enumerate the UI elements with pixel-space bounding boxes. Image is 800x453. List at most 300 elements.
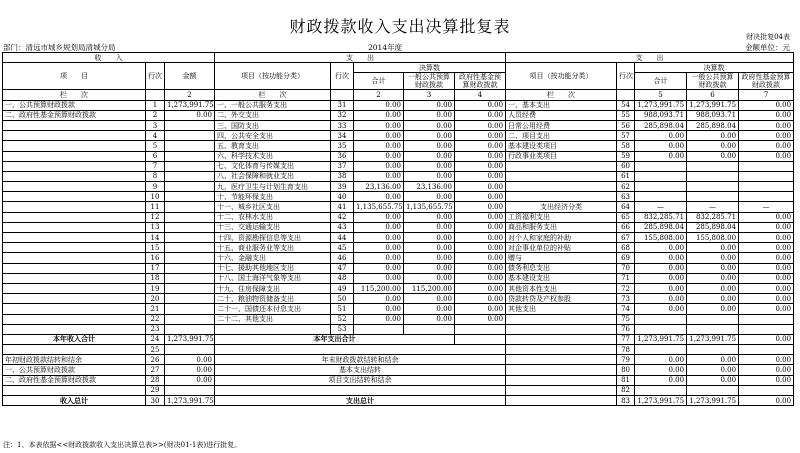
cell-i: 基本建设支出 xyxy=(506,273,617,283)
cell-l xyxy=(687,182,739,192)
cell-b: 20 xyxy=(146,294,165,304)
cell-i: 其他支出 xyxy=(506,304,617,314)
cell-f: 0.00 xyxy=(354,131,404,141)
cell-f xyxy=(354,324,404,334)
cell-e: 34 xyxy=(331,131,354,141)
cell-g: 0.00 xyxy=(404,161,455,171)
cell-g: 0.00 xyxy=(404,151,455,161)
cell-g: 0.00 xyxy=(404,304,455,314)
cell-k xyxy=(635,171,687,181)
cell-g: 0.00 xyxy=(404,263,455,273)
cell-c xyxy=(165,324,215,334)
cell-l: 155,808.00 xyxy=(687,233,739,243)
fund-header: 政府性基金预算财政拨款 xyxy=(455,73,506,90)
cell-c xyxy=(165,222,215,232)
cell-i: 基本建设类项目 xyxy=(506,141,617,151)
cell-m: 0.00 xyxy=(739,110,794,120)
seq-header-3: 行次 xyxy=(617,63,635,90)
cell-b: 4 xyxy=(146,131,165,141)
cell-i: 对个人和家庭的补助 xyxy=(506,233,617,243)
cell-k: 988,093.71 xyxy=(635,110,687,120)
cell-e: 41 xyxy=(331,202,354,212)
cell-f: 0.00 xyxy=(354,233,404,243)
cell-l xyxy=(687,192,739,202)
cell-h: 0.00 xyxy=(455,294,506,304)
cell-a xyxy=(3,324,146,334)
department-label: 部门：清远市城乡规划局清城分局 xyxy=(3,43,116,52)
cell-d: 十四、资源勘探信息等支出 xyxy=(215,233,331,243)
table-row xyxy=(3,212,794,222)
cell-l: — xyxy=(687,202,739,212)
cell-e: 52 xyxy=(331,314,354,324)
year-expense-label: 本年支出合计 xyxy=(215,334,455,344)
cell-c xyxy=(165,263,215,273)
cell-e: 43 xyxy=(331,222,354,232)
cell-e: 37 xyxy=(331,161,354,171)
cell-g: 115,200.00 xyxy=(404,283,455,293)
cell-f: 0.00 xyxy=(354,120,404,130)
cell-l: 832,285.71 xyxy=(687,212,739,222)
income-total-amount: 1,273,991.75 xyxy=(165,396,215,406)
summary-row-29: 29 82 xyxy=(3,385,794,395)
cell-a xyxy=(3,171,146,181)
table-row xyxy=(3,100,794,110)
cell-e: 51 xyxy=(331,304,354,314)
cell-g: 0.00 xyxy=(404,171,455,181)
cell-c: 1,273,991.75 xyxy=(165,100,215,110)
cell-f: 0.00 xyxy=(354,253,404,263)
cell-k xyxy=(635,182,687,192)
cell-d: 十五、商业服务业等支出 xyxy=(215,243,331,253)
cell-k xyxy=(635,314,687,324)
cell-c xyxy=(165,243,215,253)
cell-b: 17 xyxy=(146,263,165,273)
expense-total-label: 支出总计 xyxy=(215,396,506,406)
cell-i: 一、基本支出 xyxy=(506,100,617,110)
cell-d: 十三、交通运输支出 xyxy=(215,222,331,232)
cell-c xyxy=(165,273,215,283)
cell-c xyxy=(165,212,215,222)
cell-m: 0.00 xyxy=(739,131,794,141)
cell-m: 0.00 xyxy=(739,304,794,314)
cell-d: 二、外交支出 xyxy=(215,110,331,120)
total-header: 合计 xyxy=(354,73,404,90)
cell-d: 七、文化体育与传媒支出 xyxy=(215,161,331,171)
cell-m: 0.00 xyxy=(739,283,794,293)
cell-j: 56 xyxy=(617,120,635,130)
cell-c xyxy=(165,120,215,130)
cell-b: 23 xyxy=(146,324,165,334)
cell-b: 21 xyxy=(146,304,165,314)
cell-i: 支出经济分类 xyxy=(506,202,617,212)
table-row xyxy=(3,161,794,171)
cell-h: 0.00 xyxy=(455,192,506,202)
cell-l xyxy=(687,161,739,171)
cell-m: 0.00 xyxy=(739,141,794,151)
cell-j: 67 xyxy=(617,233,635,243)
cell-e: 39 xyxy=(331,182,354,192)
cell-a: 一、公共预算财政拨款 xyxy=(3,100,146,110)
cell-j: 75 xyxy=(617,314,635,324)
cell-e: 46 xyxy=(331,253,354,263)
cell-a: 二、政府性基金预算财政拨款 xyxy=(3,110,146,120)
table-row xyxy=(3,182,794,192)
cell-a xyxy=(3,233,146,243)
cell-g: 23,136.00 xyxy=(404,182,455,192)
expense-total-amount: 1,273,991.75 xyxy=(635,396,687,406)
cell-m: 0.00 xyxy=(739,233,794,243)
cell-l: 0.00 xyxy=(687,243,739,253)
cell-l: 0.00 xyxy=(687,131,739,141)
cell-a xyxy=(3,263,146,273)
cell-k: 285,898.04 xyxy=(635,222,687,232)
cell-d: 二十二、其他支出 xyxy=(215,314,331,324)
cell-b: 8 xyxy=(146,171,165,181)
cell-e: 42 xyxy=(331,212,354,222)
cell-d: 三、国防支出 xyxy=(215,120,331,130)
cell-l xyxy=(687,171,739,181)
cell-k: 0.00 xyxy=(635,141,687,151)
cell-j: 62 xyxy=(617,182,635,192)
unit-label: 金额单位：元 xyxy=(745,43,790,52)
cell-k: 0.00 xyxy=(635,283,687,293)
cell-j: 72 xyxy=(617,283,635,293)
item-header: 项 目 xyxy=(3,63,146,90)
cell-b: 1 xyxy=(146,100,165,110)
cell-h: 0.00 xyxy=(455,161,506,171)
cell-k: 285,898.04 xyxy=(635,120,687,130)
cell-d: 二十一、国债还本付息支出 xyxy=(215,304,331,314)
cell-k: 0.00 xyxy=(635,304,687,314)
cell-m xyxy=(739,161,794,171)
footnote: 注：1、本表依据<<财政拨款收入支出决算总表>>(财决01-1表)进行批复。 xyxy=(3,441,242,449)
table-row xyxy=(3,324,794,334)
cell-j: 60 xyxy=(617,161,635,171)
cell-f: 0.00 xyxy=(354,161,404,171)
cell-k xyxy=(635,324,687,334)
cell-g: 0.00 xyxy=(404,314,455,324)
cell-k: 0.00 xyxy=(635,273,687,283)
cell-d: 十、节能环保支出 xyxy=(215,192,331,202)
cell-a xyxy=(3,294,146,304)
general-header-2: 一般公共预算财政拨款 xyxy=(687,73,739,90)
cell-k xyxy=(635,192,687,202)
cell-m xyxy=(739,171,794,181)
table-row xyxy=(3,222,794,232)
carry-out-label: 年末财政拨款结转和结余 xyxy=(215,355,506,365)
cell-j: 66 xyxy=(617,222,635,232)
cell-f: 0.00 xyxy=(354,110,404,120)
cell-k: 0.00 xyxy=(635,263,687,273)
cell-a xyxy=(3,222,146,232)
carry-in-label: 年初财政拨款结转和结余 xyxy=(3,355,146,365)
cell-c xyxy=(165,171,215,181)
income-header: 收 入 xyxy=(3,53,215,63)
cell-a xyxy=(3,283,146,293)
cell-b: 11 xyxy=(146,202,165,212)
col-label-2: 栏 次 xyxy=(215,90,331,100)
cell-k: 155,808.00 xyxy=(635,233,687,243)
cell-b: 15 xyxy=(146,243,165,253)
cell-l: 0.00 xyxy=(687,273,739,283)
cell-e: 38 xyxy=(331,171,354,181)
expense-header: 支 出 xyxy=(215,53,506,63)
cell-b: 22 xyxy=(146,314,165,324)
cell-c xyxy=(165,233,215,243)
cell-f: 0.00 xyxy=(354,141,404,151)
cell-m xyxy=(739,314,794,324)
year-label: 2014年度 xyxy=(368,43,403,52)
cell-e: 33 xyxy=(331,120,354,130)
cell-g: 0.00 xyxy=(404,243,455,253)
cell-l: 0.00 xyxy=(687,294,739,304)
cell-a xyxy=(3,212,146,222)
cell-h: 0.00 xyxy=(455,233,506,243)
cell-i: 工资福利支出 xyxy=(506,212,617,222)
cell-i xyxy=(506,314,617,324)
cell-m xyxy=(739,192,794,202)
table-row xyxy=(3,233,794,243)
cell-d: 二十、粮油物资储备支出 xyxy=(215,294,331,304)
cell-h: 0.00 xyxy=(455,120,506,130)
cell-b: 14 xyxy=(146,233,165,243)
func-item-header: 项目（按功能分类） xyxy=(215,63,331,90)
cell-g: 0.00 xyxy=(404,110,455,120)
cell-f: 0.00 xyxy=(354,294,404,304)
cell-m: 0.00 xyxy=(739,253,794,263)
cell-f: 0.00 xyxy=(354,192,404,202)
cell-a xyxy=(3,304,146,314)
cell-c xyxy=(165,304,215,314)
cell-f: 0.00 xyxy=(354,314,404,324)
cell-a xyxy=(3,120,146,130)
cell-j: 61 xyxy=(617,171,635,181)
cell-i: 贷款转贷及产权参股 xyxy=(506,294,617,304)
cell-a xyxy=(3,314,146,324)
cell-m: 0.00 xyxy=(739,243,794,253)
summary-row-grand-total: 收入总计 30 1,273,991.75 支出总计 83 1,273,991.75 1,273,991.75 0.00 xyxy=(3,396,794,406)
header-row-1 xyxy=(3,53,794,63)
table-row xyxy=(3,243,794,253)
cell-e: 40 xyxy=(331,192,354,202)
cell-e: 53 xyxy=(331,324,354,334)
year-income-amount: 1,273,991.75 xyxy=(165,334,215,344)
cell-g: 0.00 xyxy=(404,253,455,263)
cell-c xyxy=(165,151,215,161)
seq-header-2: 行次 xyxy=(331,63,354,90)
cell-d: 十六、金融支出 xyxy=(215,253,331,263)
cell-c xyxy=(165,314,215,324)
cell-f: 0.00 xyxy=(354,273,404,283)
cell-j: 74 xyxy=(617,304,635,314)
cell-k: 832,285.71 xyxy=(635,212,687,222)
total-header-2: 合计 xyxy=(635,73,687,90)
col-num-7: 7 xyxy=(739,90,794,100)
cell-e: 45 xyxy=(331,243,354,253)
cell-j: 70 xyxy=(617,263,635,273)
cell-h: 0.00 xyxy=(455,314,506,324)
cell-i xyxy=(506,192,617,202)
cell-g: 0.00 xyxy=(404,233,455,243)
col-num-4: 4 xyxy=(455,90,506,100)
cell-i xyxy=(506,324,617,334)
cell-m: 0.00 xyxy=(739,120,794,130)
cell-c xyxy=(165,253,215,263)
cell-e: 36 xyxy=(331,151,354,161)
cell-f: 23,136.00 xyxy=(354,182,404,192)
col-num-3: 3 xyxy=(404,90,455,100)
cell-d: 十一、城乡社区支出 xyxy=(215,202,331,212)
cell-k: 0.00 xyxy=(635,243,687,253)
cell-c: 0.00 xyxy=(165,110,215,120)
cell-l: 0.00 xyxy=(687,151,739,161)
cell-k: 1,273,991.75 xyxy=(635,100,687,110)
cell-f: 0.00 xyxy=(354,243,404,253)
cell-c xyxy=(165,192,215,202)
cell-c xyxy=(165,131,215,141)
cell-a xyxy=(3,202,146,212)
cell-i: 二、项目支出 xyxy=(506,131,617,141)
cell-b: 12 xyxy=(146,212,165,222)
cell-l: 988,093.71 xyxy=(687,110,739,120)
cell-a xyxy=(3,141,146,151)
cell-k: 0.00 xyxy=(635,253,687,263)
table-row xyxy=(3,294,794,304)
summary-row-27: 一、公共预算财政拨款 27 0.00 基本支出结转 80 0.00 0.00 0.00 xyxy=(3,365,794,375)
cell-l: 285,898.04 xyxy=(687,222,739,232)
cell-i: 商品和服务支出 xyxy=(506,222,617,232)
fund-header-2: 政府性基金预算财政拨款 xyxy=(739,73,794,90)
cell-j: 59 xyxy=(617,151,635,161)
table-row xyxy=(3,131,794,141)
cell-b: 3 xyxy=(146,120,165,130)
cell-k: 0.00 xyxy=(635,151,687,161)
cell-d: 十九、住房保障支出 xyxy=(215,283,331,293)
cell-l xyxy=(687,324,739,334)
cell-h: 0.00 xyxy=(455,100,506,110)
amount-header: 金额 xyxy=(165,63,215,90)
cell-b: 6 xyxy=(146,151,165,161)
cell-k xyxy=(635,161,687,171)
table-row xyxy=(3,314,794,324)
final-header: 决算数 xyxy=(354,63,506,73)
cell-g: 0.00 xyxy=(404,212,455,222)
summary-row-28: 二、政府性基金预算财政拨款 28 0.00 项目支出结转和结余 81 0.00 0.00 0.00 xyxy=(3,375,794,385)
cell-g: 0.00 xyxy=(404,294,455,304)
cell-i: 行政事业类项目 xyxy=(506,151,617,161)
col-num-5: 5 xyxy=(635,90,687,100)
cell-a xyxy=(3,273,146,283)
cell-f: 1,135,655.75 xyxy=(354,202,404,212)
cell-j: 76 xyxy=(617,324,635,334)
cell-g: 0.00 xyxy=(404,141,455,151)
cell-m: 0.00 xyxy=(739,212,794,222)
cell-h: 0.00 xyxy=(455,110,506,120)
table-row xyxy=(3,120,794,130)
table-row xyxy=(3,151,794,161)
cell-h: 0.00 xyxy=(455,171,506,181)
cell-d: 十八、国土海洋气象等支出 xyxy=(215,273,331,283)
cell-l: 0.00 xyxy=(687,304,739,314)
cell-a xyxy=(3,131,146,141)
cell-d: 四、公共安全支出 xyxy=(215,131,331,141)
cell-f: 0.00 xyxy=(354,212,404,222)
cell-e: 32 xyxy=(331,110,354,120)
cell-m: — xyxy=(739,202,794,212)
cell-j: 58 xyxy=(617,141,635,151)
cell-l xyxy=(687,314,739,324)
cell-f: 0.00 xyxy=(354,263,404,273)
cell-a xyxy=(3,253,146,263)
form-code: 财决批复04表 xyxy=(746,33,790,41)
cell-g: 0.00 xyxy=(404,120,455,130)
cell-h xyxy=(455,324,506,334)
cell-l: 1,273,991.75 xyxy=(687,100,739,110)
cell-h: 0.00 xyxy=(455,212,506,222)
cell-i: 日常公用经费 xyxy=(506,120,617,130)
cell-i: 其他资本性支出 xyxy=(506,283,617,293)
table-row xyxy=(3,141,794,151)
cell-e: 31 xyxy=(331,100,354,110)
cell-b: 19 xyxy=(146,283,165,293)
cell-g: 0.00 xyxy=(404,192,455,202)
cell-c xyxy=(165,141,215,151)
col-label: 栏 次 xyxy=(3,90,146,100)
cell-e: 47 xyxy=(331,263,354,273)
cell-j: 63 xyxy=(617,192,635,202)
cell-j: 65 xyxy=(617,212,635,222)
cell-j: 55 xyxy=(617,110,635,120)
cell-h: 0.00 xyxy=(455,202,506,212)
col-num-6: 6 xyxy=(687,90,739,100)
cell-a xyxy=(3,151,146,161)
table-row xyxy=(3,273,794,283)
cell-m: 0.00 xyxy=(739,273,794,283)
cell-d: 十二、农林水支出 xyxy=(215,212,331,222)
econ-item-header: 项目（按功能分类） xyxy=(506,63,617,90)
cell-k: — xyxy=(635,202,687,212)
cell-i xyxy=(506,182,617,192)
cell-j: 57 xyxy=(617,131,635,141)
cell-b: 10 xyxy=(146,192,165,202)
header-row-2 xyxy=(3,63,794,73)
cell-m xyxy=(739,324,794,334)
table-row xyxy=(3,304,794,314)
cell-c xyxy=(165,294,215,304)
year-income-label: 本年收入合计 xyxy=(3,334,146,344)
cell-h: 0.00 xyxy=(455,182,506,192)
col-label-3: 栏 次 xyxy=(506,90,617,100)
cell-a xyxy=(3,192,146,202)
cell-g: 0.00 xyxy=(404,131,455,141)
approval-table xyxy=(2,52,794,406)
income-total-label: 收入总计 xyxy=(3,396,146,406)
cell-f: 0.00 xyxy=(354,304,404,314)
cell-j: 71 xyxy=(617,273,635,283)
cell-i xyxy=(506,171,617,181)
col-num-2: 2 xyxy=(165,90,215,100)
cell-h: 0.00 xyxy=(455,151,506,161)
table-row xyxy=(3,283,794,293)
seq-header: 行次 xyxy=(146,63,165,90)
cell-c xyxy=(165,202,215,212)
cell-m: 0.00 xyxy=(739,263,794,273)
cell-e: 48 xyxy=(331,273,354,283)
cell-e: 44 xyxy=(331,233,354,243)
table-row xyxy=(3,110,794,120)
cell-a xyxy=(3,182,146,192)
cell-m xyxy=(739,182,794,192)
